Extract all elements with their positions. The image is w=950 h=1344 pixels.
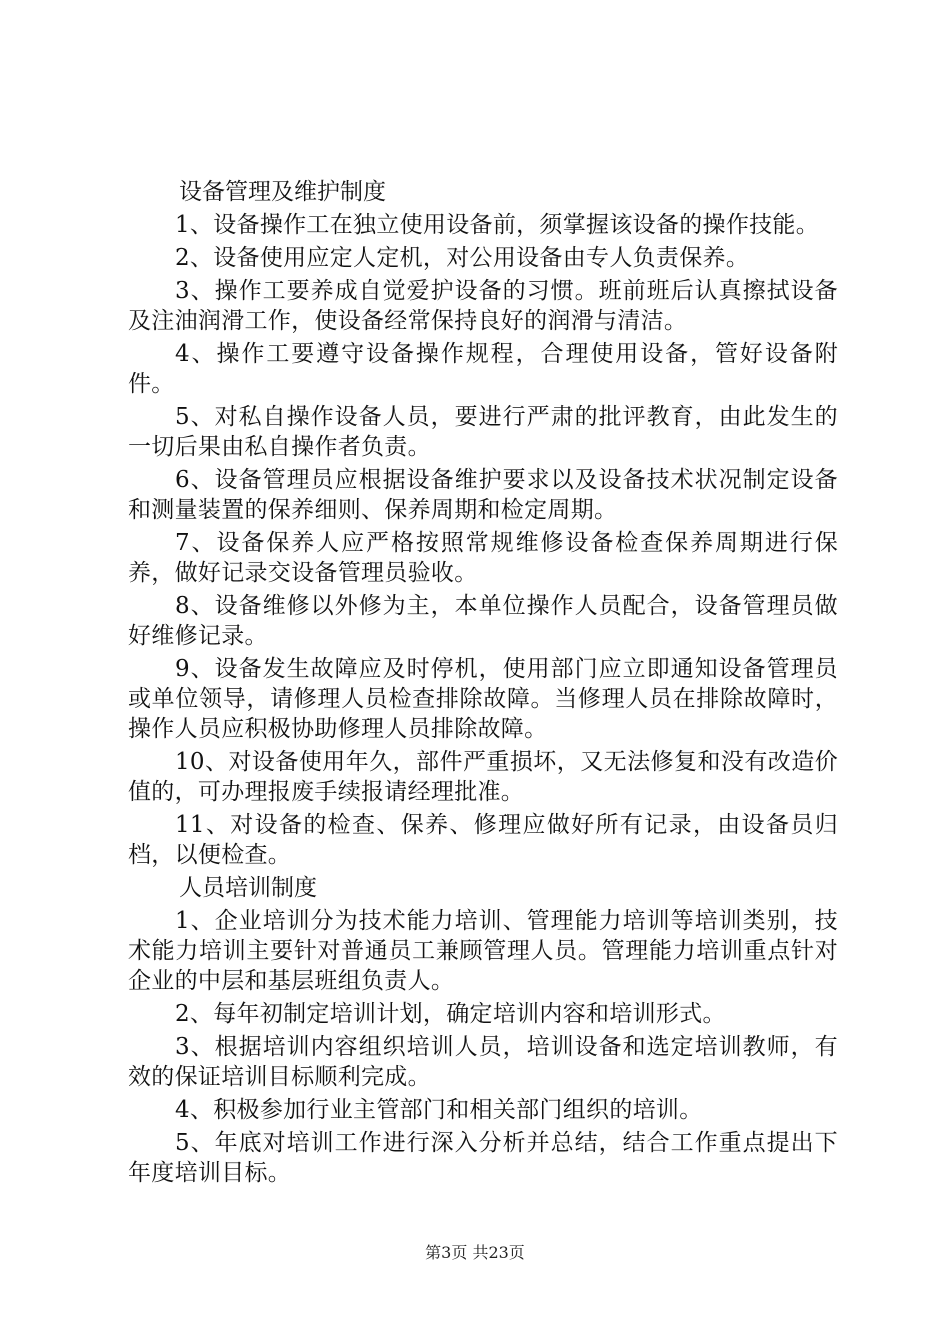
training-rule-3: 3、根据培训内容组织培训人员，培训设备和选定培训教师，有效的保证培训目标顺利完成。: [128, 1034, 838, 1090]
equipment-rule-7: 7、设备保养人应严格按照常规维修设备检查保养周期进行保养，做好记录交设备管理员验收。: [128, 530, 838, 586]
equipment-rule-8: 8、设备维修以外修为主，本单位操作人员配合，设备管理员做好维修记录。: [128, 593, 838, 649]
equipment-rule-10: 10、对设备使用年久，部件严重损坏，又无法修复和没有改造价值的，可办理报废手续报请经理批准。: [128, 749, 838, 805]
training-rule-4: 4、积极参加行业主管部门和相关部门组织的培训。: [175, 1097, 703, 1123]
equipment-rule-11: 11、对设备的检查、保养、修理应做好所有记录，由设备员归档，以便检查。: [128, 812, 838, 868]
document-body: [128, 177, 838, 1191]
equipment-rule-6: 6、设备管理员应根据设备维护要求以及设备技术状况制定设备和测量装置的保养细则、保养周期和检定周期。: [128, 467, 838, 523]
training-rule-2: 2、每年初制定培训计划，确定培训内容和培训形式。: [175, 1001, 726, 1027]
section-title-training: 人员培训制度: [179, 875, 317, 901]
equipment-rule-5: 5、对私自操作设备人员，要进行严肃的批评教育，由此发生的一切后果由私自操作者负责。: [128, 404, 838, 460]
equipment-rule-2: 2、设备使用应定人定机，对公用设备由专人负责保养。: [175, 245, 750, 271]
equipment-rule-4: 4、操作工要遵守设备操作规程，合理使用设备，管好设备附件。: [128, 341, 838, 397]
section-title-equipment: 设备管理及维护制度: [179, 179, 386, 205]
training-rule-1: 1、企业培训分为技术能力培训、管理能力培训等培训类别，技术能力培训主要针对普通员工兼顾管理人员。管理能力培训重点针对企业的中层和基层班组负责人。: [128, 908, 838, 994]
equipment-rule-3: 3、操作工要养成自觉爱护设备的习惯。班前班后认真擦拭设备及注油润滑工作，使设备经常保持良好的润滑与清洁。: [128, 278, 838, 334]
equipment-rule-9: 9、设备发生故障应及时停机，使用部门应立即通知设备管理员或单位领导，请修理人员检查排除故障。当修理人员在排除故障时，操作人员应积极协助修理人员排除故障。: [128, 656, 838, 742]
training-rule-5: 5、年底对培训工作进行深入分析并总结，结合工作重点提出下年度培训目标。: [128, 1130, 838, 1186]
equipment-rule-1: 1、设备操作工在独立使用设备前，须掌握该设备的操作技能。: [175, 212, 820, 238]
page-number-footer: 第3页 共23页: [425, 1243, 525, 1262]
